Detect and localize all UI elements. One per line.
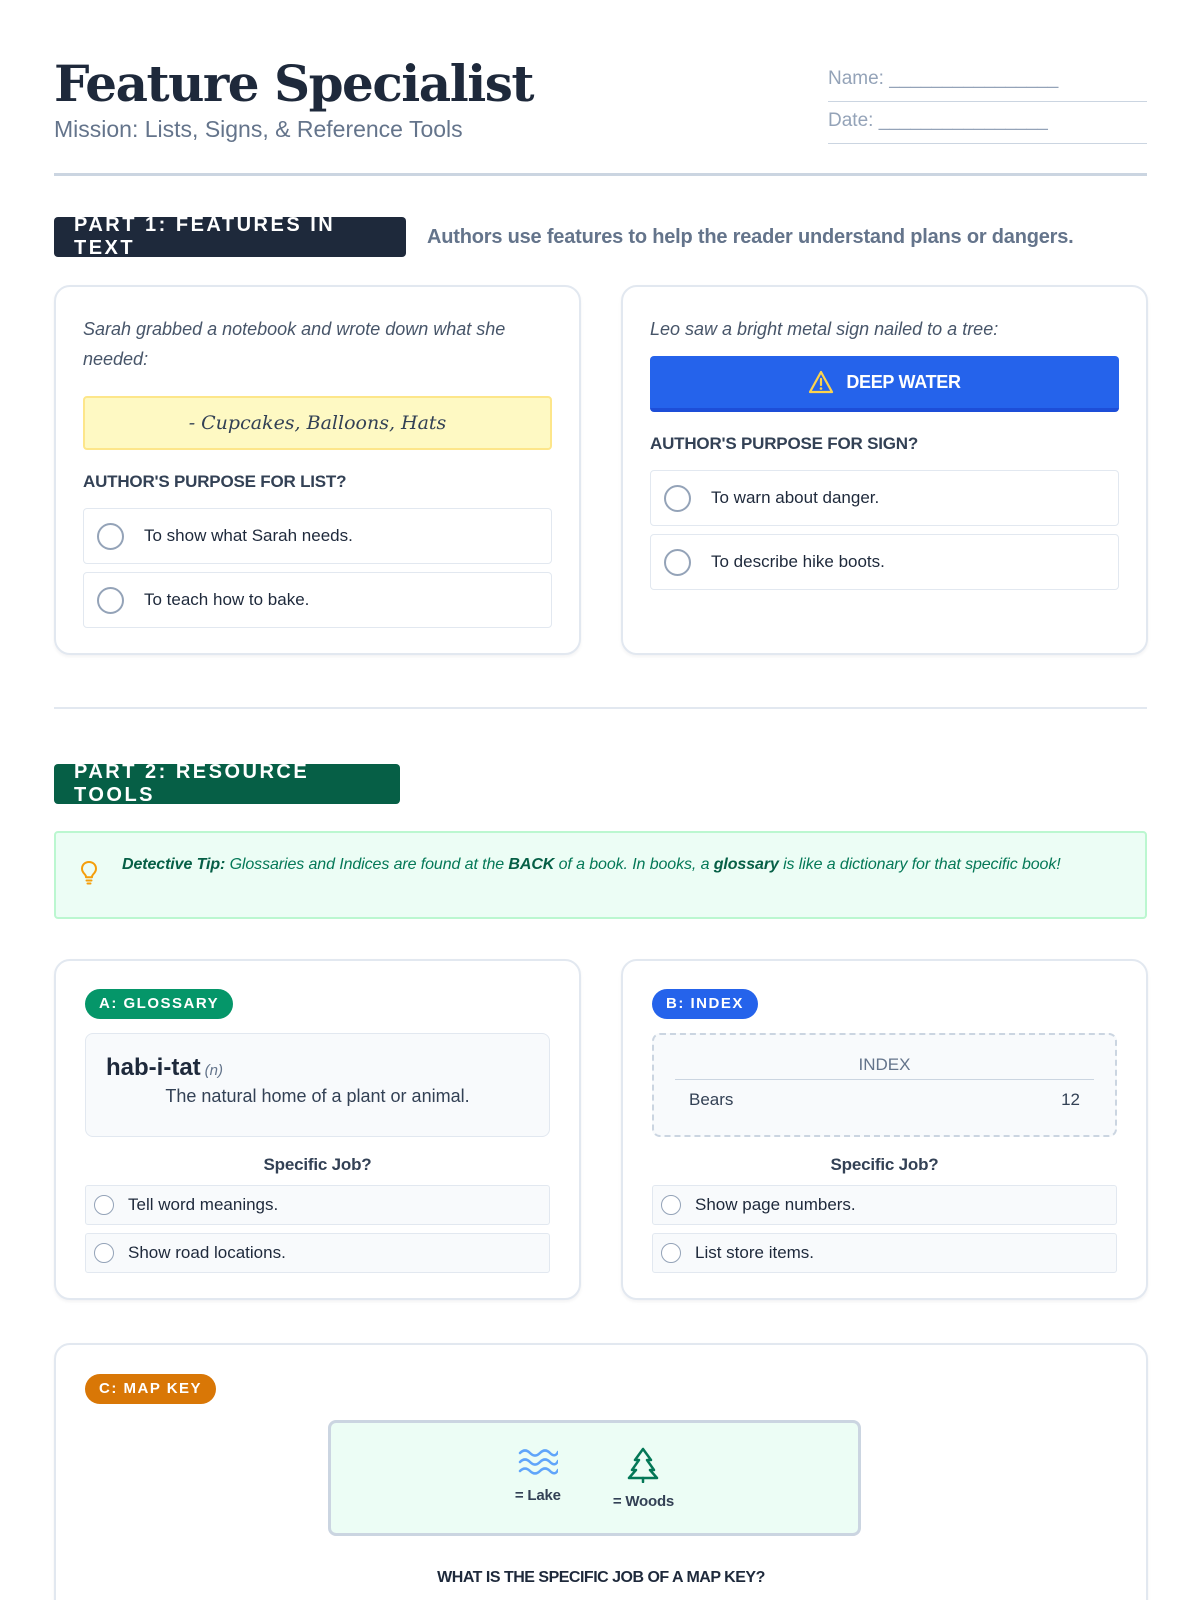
- legend-item-woods: [613, 1447, 674, 1533]
- radio-button[interactable]: [664, 485, 691, 512]
- radio-button[interactable]: [94, 1243, 114, 1263]
- radio-button[interactable]: [97, 523, 124, 550]
- list-option-1[interactable]: [83, 508, 552, 564]
- index-card: [621, 959, 1148, 1300]
- index-option-2[interactable]: [652, 1233, 1117, 1273]
- part-of-speech: (n): [204, 1062, 223, 1079]
- option-label: To teach how to bake.: [144, 590, 310, 609]
- worksheet-header: [54, 56, 1147, 176]
- sign-option-2[interactable]: [650, 534, 1119, 590]
- warning-icon: [808, 370, 834, 394]
- part1-label: PART 1: FEATURES IN TEXT: [54, 217, 406, 257]
- date-field[interactable]: Date: ________________: [828, 102, 1147, 144]
- glossary-question: Specific Job?: [263, 1155, 372, 1174]
- tree-icon: [626, 1447, 660, 1483]
- section-divider: [54, 707, 1147, 709]
- map-legend: [328, 1420, 861, 1536]
- option-label: To show what Sarah needs.: [144, 526, 353, 545]
- option-label: To warn about danger.: [711, 488, 880, 507]
- sign-text: DEEP WATER: [846, 371, 961, 392]
- tip-text-1: Glossaries and Indices are found at the: [225, 856, 509, 873]
- list-scenario: Sarah grabbed a notebook and wrote down what she needed:: [83, 319, 506, 369]
- part2-header: [54, 761, 400, 806]
- part2-label: PART 2: RESOURCE TOOLS: [54, 764, 400, 804]
- detective-tip: [54, 831, 1147, 919]
- radio-button[interactable]: [664, 549, 691, 576]
- radio-button[interactable]: [661, 1243, 681, 1263]
- glossary-option-2[interactable]: [85, 1233, 550, 1273]
- tip-bold-1: BACK: [508, 856, 555, 873]
- page-subtitle: Mission: Lists, Signs, & Reference Tools: [54, 116, 463, 142]
- tip-lead: Detective Tip:: [122, 856, 226, 873]
- radio-button[interactable]: [97, 587, 124, 614]
- glossary-card: [54, 959, 581, 1300]
- part1-header: [54, 214, 1074, 259]
- option-label: To describe hike boots.: [711, 552, 885, 571]
- tip-text-2: of a book. In books, a: [554, 856, 714, 873]
- name-date-block: [828, 60, 1147, 144]
- legend-label-woods: = Woods: [612, 1493, 675, 1510]
- name-field[interactable]: Name: ________________: [828, 60, 1147, 102]
- waves-icon: [518, 1447, 558, 1477]
- glossary-word: hab-i-tat: [106, 1054, 201, 1081]
- sign-option-1[interactable]: [650, 470, 1119, 526]
- notebook-list: - Cupcakes, Balloons, Hats: [83, 396, 552, 450]
- tip-bold-2: glossary: [713, 856, 779, 873]
- map-key-question: WHAT IS THE SPECIFIC JOB OF A MAP KEY?: [437, 1569, 765, 1586]
- legend-label-lake: = Lake: [514, 1487, 561, 1504]
- glossary-badge: A: GLOSSARY: [85, 989, 233, 1019]
- option-label: Tell word meanings.: [128, 1195, 279, 1214]
- glossary-definition: The natural home of a plant or animal.: [165, 1086, 470, 1106]
- list-option-2[interactable]: [83, 572, 552, 628]
- index-term: Bears: [689, 1090, 734, 1109]
- legend-item-lake: [515, 1447, 561, 1533]
- index-option-1[interactable]: [652, 1185, 1117, 1225]
- map-key-card: [54, 1343, 1148, 1600]
- glossary-entry: [85, 1033, 550, 1137]
- index-page-number: 12: [1061, 1090, 1080, 1109]
- sign-question: AUTHOR'S PURPOSE FOR SIGN?: [650, 434, 919, 453]
- index-heading: INDEX: [675, 1055, 1094, 1080]
- lightbulb-icon: [80, 860, 98, 886]
- list-card: [54, 285, 581, 655]
- sign-card: [621, 285, 1148, 655]
- tip-text-3: is like a dictionary for that specific book!: [778, 856, 1061, 873]
- option-label: Show page numbers.: [695, 1195, 856, 1214]
- index-entry: [652, 1033, 1117, 1137]
- index-question: Specific Job?: [830, 1155, 939, 1174]
- deep-water-sign: [650, 356, 1119, 412]
- list-question: AUTHOR'S PURPOSE FOR LIST?: [83, 472, 347, 491]
- glossary-option-1[interactable]: [85, 1185, 550, 1225]
- option-label: Show road locations.: [128, 1243, 286, 1262]
- part1-description: Authors use features to help the reader understand plans or dangers.: [427, 225, 1074, 248]
- radio-button[interactable]: [661, 1195, 681, 1215]
- radio-button[interactable]: [94, 1195, 114, 1215]
- index-badge: B: INDEX: [652, 989, 758, 1019]
- option-label: List store items.: [695, 1243, 815, 1262]
- page-title: Feature Specialist: [54, 54, 533, 113]
- map-key-badge: C: MAP KEY: [85, 1374, 216, 1404]
- sign-scenario: Leo saw a bright metal sign nailed to a tree:: [650, 319, 999, 339]
